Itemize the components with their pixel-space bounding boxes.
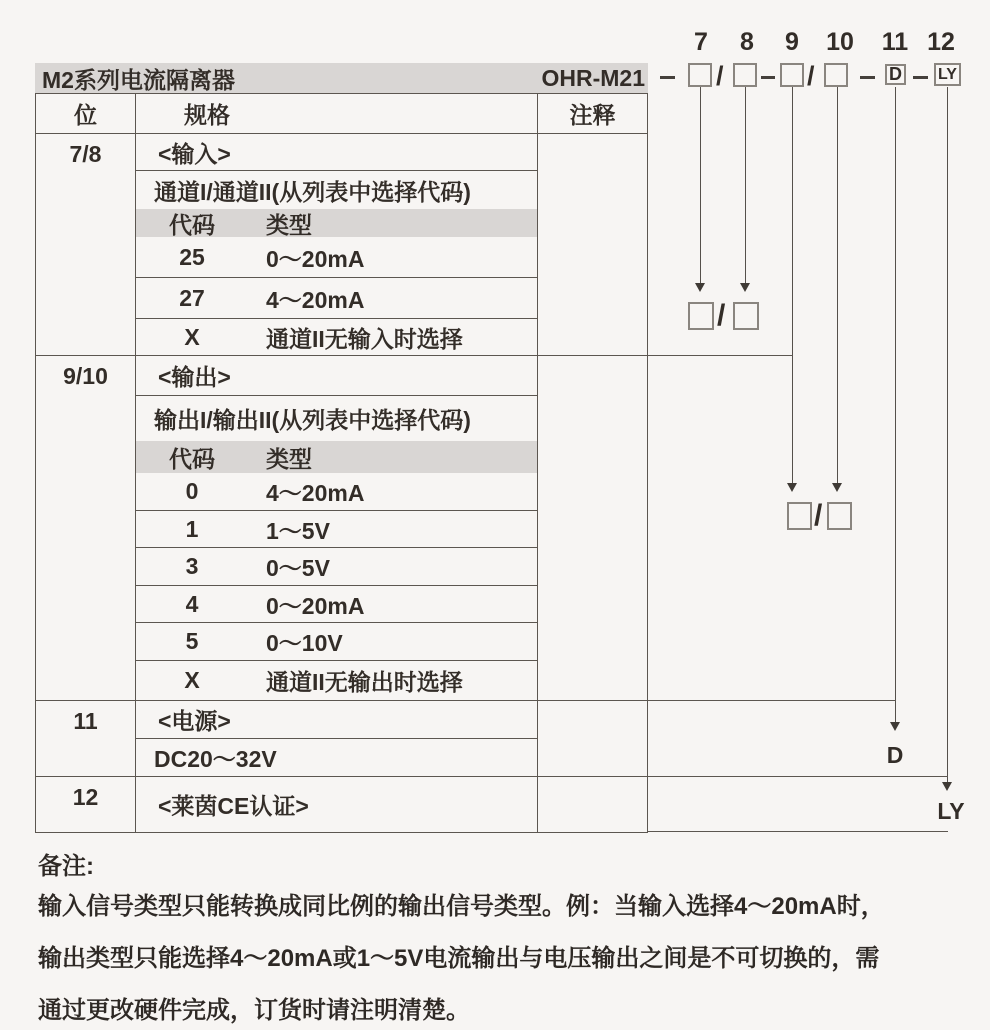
code-box-digit10 [824,63,848,87]
row-type: 0～5V [266,555,330,581]
section-input [36,134,647,356]
code-header-label: 代码 [169,445,215,472]
column-header-note: 注释 [537,94,647,133]
table-row [136,237,537,278]
remarks-label: 备注: [38,853,94,880]
row-code: 27 [179,284,205,311]
power-value-row: DC20～32V [154,746,277,772]
column-header-spec: 规格 [184,102,230,128]
code-separator-dash [660,76,675,79]
connector-line-12 [947,87,948,782]
output-channel1-answer-box [787,502,812,530]
section-divider-extension-power [648,776,948,777]
output-answer-slash: / [814,499,823,532]
section-divider-extension-output [648,700,896,701]
code-box-digit9 [780,63,804,87]
section-spec [136,701,537,776]
section-divider-extension-input [648,355,793,356]
digit-label-10: 10 [826,28,854,56]
row-type: 4～20mA [266,480,365,506]
section-power [36,701,647,777]
code-separator-slash: / [807,61,815,91]
digit-label-12: 12 [927,28,955,56]
table-row [136,319,537,355]
row-code: 4 [185,590,199,617]
table-row [136,511,537,548]
table-row [136,661,537,700]
section-position: 12 [36,777,136,832]
code-header-label: 代码 [169,211,215,238]
section-spec [136,134,537,355]
digit-label-7: 7 [694,28,708,56]
section-output [36,356,647,701]
arrowhead-7 [695,283,705,292]
row-code: 25 [179,243,205,270]
input-answer-slash: / [717,299,726,332]
model-number: OHR-M21 [541,64,645,91]
page-title: M2系列电流隔离器 [42,66,235,93]
section-spec [136,356,537,700]
section-title-row: <电源> [136,701,537,739]
arrowhead-9 [787,483,797,492]
code-type-header-row [136,441,537,473]
row-type: 通道II无输出时选择 [266,669,463,695]
ordering-table [35,93,648,833]
row-code: 5 [185,628,199,654]
arrowhead-12 [942,782,952,791]
row-code: 3 [185,553,199,579]
note-cell [537,356,647,700]
note-cell [537,134,647,355]
section-position: 11 [36,701,136,776]
row-type: 4～20mA [266,286,365,313]
connector-line-9 [792,87,793,483]
type-header-label: 类型 [266,211,312,238]
section-title-row: <莱茵CE认证> [158,793,309,819]
section-title-row: <输出> [136,356,537,396]
connector-line-11 [895,87,896,722]
output-channel2-answer-box [827,502,852,530]
row-code: X [184,667,200,693]
arrowhead-11 [890,722,900,731]
table-bottom-extension [648,831,948,832]
input-channel2-answer-box [733,302,759,330]
column-header-position: 位 [36,94,136,133]
code-separator-dash [860,76,875,79]
power-code-answer: D [886,742,904,768]
section-certification [36,777,647,832]
code-box-digit7 [688,63,712,87]
remarks-line-2: 输出类型只能选择4～20mA或1～5V电流输出与电压输出之间是不可切换的，需 [38,945,880,972]
arrowhead-10 [832,483,842,492]
code-separator-slash: / [716,61,724,91]
code-box-digit12-cert: LY [934,63,961,86]
remarks-line-1: 输入信号类型只能转换成同比例的输出信号类型。例：当输入选择4～20mA时， [38,893,885,920]
section-position: 9/10 [36,356,136,700]
table-row [136,473,537,511]
note-cell [537,777,647,832]
digit-label-11: 11 [881,28,909,56]
table-row [136,278,537,319]
connector-line-8 [745,87,746,283]
row-code: 1 [185,515,199,542]
remarks-line-3: 通过更改硬件完成，订货时请注明清楚。 [38,997,470,1024]
section-spec [136,777,537,832]
table-row [136,548,537,586]
row-code: 0 [185,478,199,504]
section-position: 7/8 [36,134,136,355]
code-separator-dash [913,76,928,79]
cert-code-answer: LY [937,798,965,824]
table-row [136,586,537,623]
row-type: 0～10V [266,630,343,656]
row-code: X [184,323,200,350]
section-title-row: <输入> [136,134,537,171]
table-header-row [36,94,647,134]
row-type: 1～5V [266,517,330,544]
connector-line-10 [837,87,838,483]
code-type-header-row [136,209,537,237]
digit-label-9: 9 [785,28,799,56]
arrowhead-8 [740,283,750,292]
code-box-digit11-power: D [885,64,906,85]
code-box-digit8 [733,63,757,87]
section-subtitle-row: 输出I/输出II(从列表中选择代码) [154,407,471,433]
row-type: 0～20mA [266,245,365,272]
input-channel1-answer-box [688,302,714,330]
code-separator-dash [761,76,775,79]
row-type: 0～20mA [266,592,365,619]
connector-line-7 [700,87,701,283]
row-type: 通道II无输入时选择 [266,325,463,352]
table-row [136,623,537,661]
title-bar [35,63,648,93]
digit-label-8: 8 [740,28,754,56]
section-subtitle-row: 通道I/通道II(从列表中选择代码) [154,178,471,205]
type-header-label: 类型 [266,445,312,472]
note-cell [537,701,647,776]
